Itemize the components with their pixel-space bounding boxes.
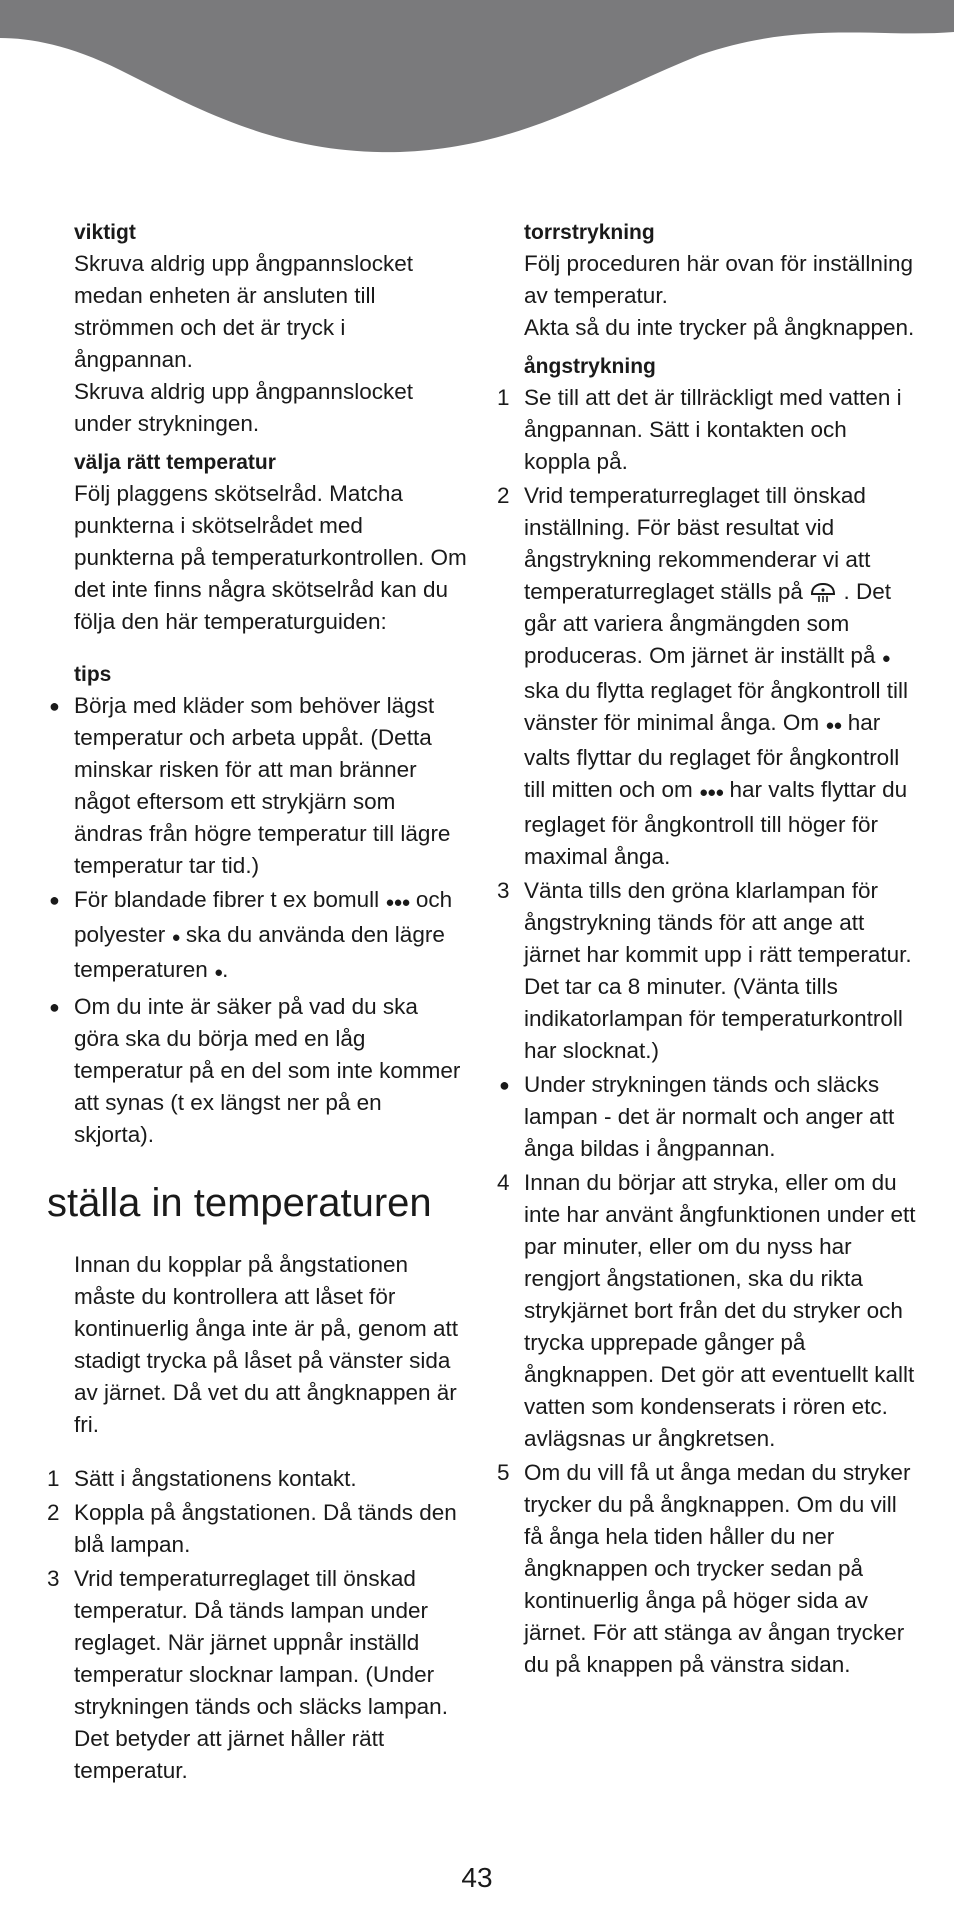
- bullet-icon: ●: [49, 696, 60, 716]
- tip-text-3: Om du inte är säker på vad du ska göra ska du börja med en låg temperatur på en del som inte kommer att synas (t ex längst ner på en skjorta).: [74, 994, 461, 1147]
- temperature-paragraph: Följ plaggens skötselråd. Matcha punkterna i skötselrådet med punkterna på temperaturkontrollen. Om det inte finns några skötselråd kan du följa den här temperaturguiden:: [74, 481, 467, 634]
- two-dots-icon: ●●: [825, 717, 842, 734]
- steam-step-4: [497, 1167, 917, 1455]
- tip-item-3: [47, 991, 467, 1151]
- right-column: [497, 218, 917, 1683]
- page-number: 43: [461, 1862, 493, 1893]
- bullet-icon: ●: [499, 1075, 510, 1095]
- angstrykning-heading: ångstrykning: [524, 355, 656, 378]
- left-column: [47, 218, 467, 1789]
- tips-heading: tips: [74, 663, 112, 686]
- step-text-c: ska du flytta reglaget för ångkontroll till vänster för minimal ånga. Om: [524, 678, 908, 735]
- intro-paragraph: Innan du kopplar på ångstationen måste du kontrollera att låset för kontinuerlig ånga inte är på, genom att stadigt trycka på låset på vänster sida av järnet. Då vet du att ångknappen är fri.: [74, 1252, 459, 1437]
- step-number: 4: [497, 1170, 510, 1195]
- header-banner: [0, 0, 954, 160]
- bullet-icon: ●: [49, 890, 60, 910]
- temperature-heading: välja rätt temperatur: [74, 451, 276, 474]
- step-text-b: . Det går att variera ångmängden som produceras. Om järnet är inställt på: [524, 579, 891, 668]
- torrstrykning-paragraph-2: Akta så du inte trycker på ångknappen.: [524, 315, 915, 340]
- steam-bullet: [497, 1069, 917, 1165]
- step-number: 1: [497, 385, 510, 410]
- step-text: Koppla på ångstationen. Då tänds den blå lampan.: [74, 1500, 457, 1557]
- steam-step-2: [497, 480, 917, 873]
- step-number: 3: [497, 878, 510, 903]
- tip-text-1: Börja med kläder som behöver lägst temperatur och arbeta uppåt. (Detta minskar risken för att man bränner något eftersom ett strykjärn som ändras från högre temperatur till lägre temperatur tar tid.): [74, 693, 451, 878]
- one-dot-icon: ●: [881, 650, 890, 667]
- tip-text-2d: .: [222, 957, 229, 982]
- step-number: 1: [47, 1466, 60, 1491]
- step-item-1: [47, 1463, 467, 1495]
- bullet-text: Under strykningen tänds och släcks lampan - det är normalt och anger att ånga bildas i ångpannan.: [524, 1072, 895, 1161]
- steam-step-3: [497, 875, 917, 1067]
- steam-step-5: [497, 1457, 917, 1681]
- step-text-e: har valts flyttar du reglaget för ångkontroll till höger för maximal ånga.: [524, 777, 908, 869]
- section-title: ställa in temperaturen: [47, 1181, 432, 1225]
- one-dot-icon: ●: [214, 964, 223, 981]
- step-number: 5: [497, 1460, 510, 1485]
- tip-text-2c: ska du använda den lägre temperaturen: [74, 922, 445, 982]
- step-text: Se till att det är tillräckligt med vatten i ångpannan. Sätt i kontakten och koppla på.: [524, 385, 902, 474]
- tip-text-2b: och polyester: [74, 887, 453, 947]
- steam-icon: [809, 581, 837, 603]
- step-item-2: [47, 1497, 467, 1561]
- tip-item-2: [47, 884, 467, 989]
- three-dots-icon: ●●●: [699, 784, 724, 801]
- bullet-icon: ●: [49, 997, 60, 1017]
- torrstrykning-paragraph-1: Följ proceduren här ovan för inställning av temperatur.: [524, 251, 913, 308]
- three-dots-icon: ●●●: [385, 894, 410, 911]
- viktigt-paragraph-1: Skruva aldrig upp ångpannslocket medan enheten är ansluten till strömmen och det är tryck i ångpannan.: [74, 251, 413, 372]
- step-text-a: Vrid temperaturreglaget till önskad inställning. För bäst resultat vid ångstrykning rekommenderar vi att temperaturreglaget ställs på: [524, 483, 871, 604]
- step-text-d: har valts flyttar du reglaget för ångkontroll till mitten och om: [524, 710, 900, 802]
- step-text: Vrid temperaturreglaget till önskad temperatur. Då tänds lampan under reglaget. När järnet uppnår inställd temperatur slocknar lampan. (Under strykningen tänds och släcks lampan. Det betyder att järnet håller rätt temperatur.: [74, 1566, 448, 1783]
- step-text: Innan du börjar att stryka, eller om du inte har använt ångfunktionen under ett par minuter, eller om du nyss har rengjort ångstationen, ska du rikta strykjärnet bort från det du stryker och trycka upprepade gånger på ångknappen. Det gör att eventuellt kallt vatten som kondenserats i rören etc. avlägsnas ur ångkretsen.: [524, 1170, 916, 1451]
- one-dot-icon: ●: [171, 929, 180, 946]
- step-number: 3: [47, 1566, 60, 1591]
- viktigt-heading: viktigt: [74, 221, 136, 244]
- step-text: Om du vill få ut ånga medan du stryker trycker du på ångknappen. Om du vill få ånga hela tiden håller du ner ångknappen och trycker sedan på kontinuerlig ånga på höger sida av järnet. För att stänga av ångan trycker du på knappen på vänstra sidan.: [524, 1460, 911, 1677]
- tip-item-1: [47, 690, 467, 882]
- torrstrykning-heading: torrstrykning: [524, 221, 655, 244]
- step-item-3: [47, 1563, 467, 1787]
- step-number: 2: [47, 1500, 60, 1525]
- steam-step-1: [497, 382, 917, 478]
- step-text: Vänta tills den gröna klarlampan för ångstrykning tänds för att ange att järnet har kommit upp i rätt temperatur. Det tar ca 8 minuter. (Vänta tills indikatorlampan för temperaturkontroll har slocknat.): [524, 878, 912, 1063]
- viktigt-paragraph-2: Skruva aldrig upp ångpannslocket under strykningen.: [74, 379, 413, 436]
- tip-text-2a: För blandade fibrer t ex bomull: [74, 887, 380, 912]
- step-number: 2: [497, 483, 510, 508]
- step-text: Sätt i ångstationens kontakt.: [74, 1466, 357, 1491]
